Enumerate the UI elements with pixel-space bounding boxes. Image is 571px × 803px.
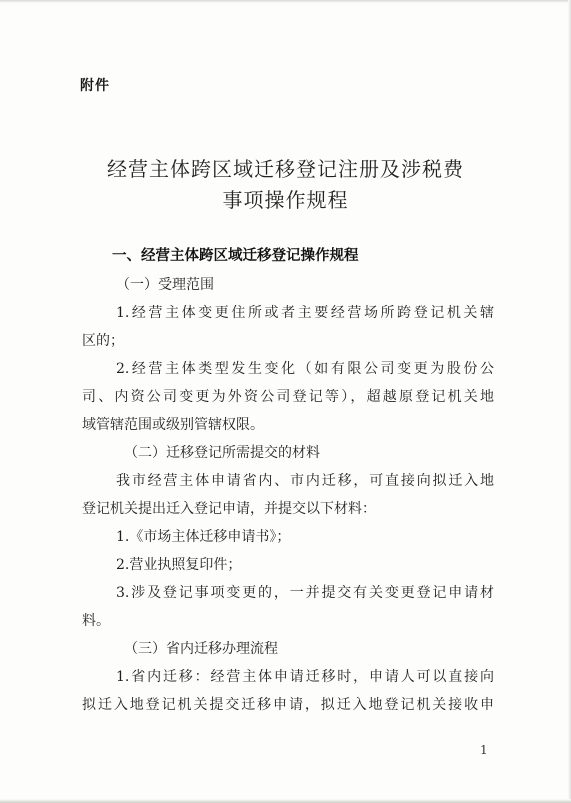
paragraph-line: 拟迁入地登记机关提交迁移申请，拟迁入地登记机关接收申 bbox=[82, 697, 494, 713]
paragraph-line: 区的； bbox=[82, 333, 124, 349]
paragraph-line: 我市经营主体申请省内、市内迁移，可直接向拟迁入地 bbox=[116, 473, 494, 489]
paragraph-line: 1.省内迁移：经营主体申请迁移时，申请人可以直接向 bbox=[116, 669, 494, 685]
paragraph-line: 1.经营主体变更住所或者主要经营场所跨登记机关辖 bbox=[116, 305, 494, 321]
attachment-label: 附件 bbox=[80, 78, 110, 94]
paragraph-line: 登记机关提出迁入登记申请，并提交以下材料： bbox=[82, 501, 376, 517]
paragraph-line: 域管辖范围或级别管辖权限。 bbox=[82, 417, 264, 433]
scan-edge-bottom bbox=[0, 799, 571, 803]
list-item: 3.涉及登记事项变更的，一并提交有关变更登记申请材 bbox=[116, 585, 494, 601]
list-item: 2.营业执照复印件； bbox=[116, 557, 242, 573]
section-heading-1: 一、经营主体跨区域迁移登记操作规程 bbox=[112, 248, 359, 264]
page-number: 1 bbox=[480, 743, 488, 757]
subsection-heading-2: （二）迁移登记所需提交的材料 bbox=[124, 445, 320, 461]
list-item: 1.《市场主体迁移申请书》； bbox=[116, 529, 291, 545]
paragraph-line: 料。 bbox=[82, 613, 110, 629]
subsection-heading-1: （一）受理范围 bbox=[116, 277, 214, 293]
paragraph-line: 2.经营主体类型发生变化（如有限公司变更为股份公 bbox=[116, 361, 494, 377]
document-title-line-2: 事项操作规程 bbox=[222, 188, 349, 212]
subsection-heading-3: （三）省内迁移办理流程 bbox=[124, 641, 278, 657]
document-title-line-1: 经营主体跨区域迁移登记注册及涉税费 bbox=[107, 157, 464, 181]
scan-edge-top bbox=[0, 0, 571, 3]
paragraph-line: 司、内资公司变更为外资公司登记等），超越原登记机关地 bbox=[82, 389, 494, 405]
